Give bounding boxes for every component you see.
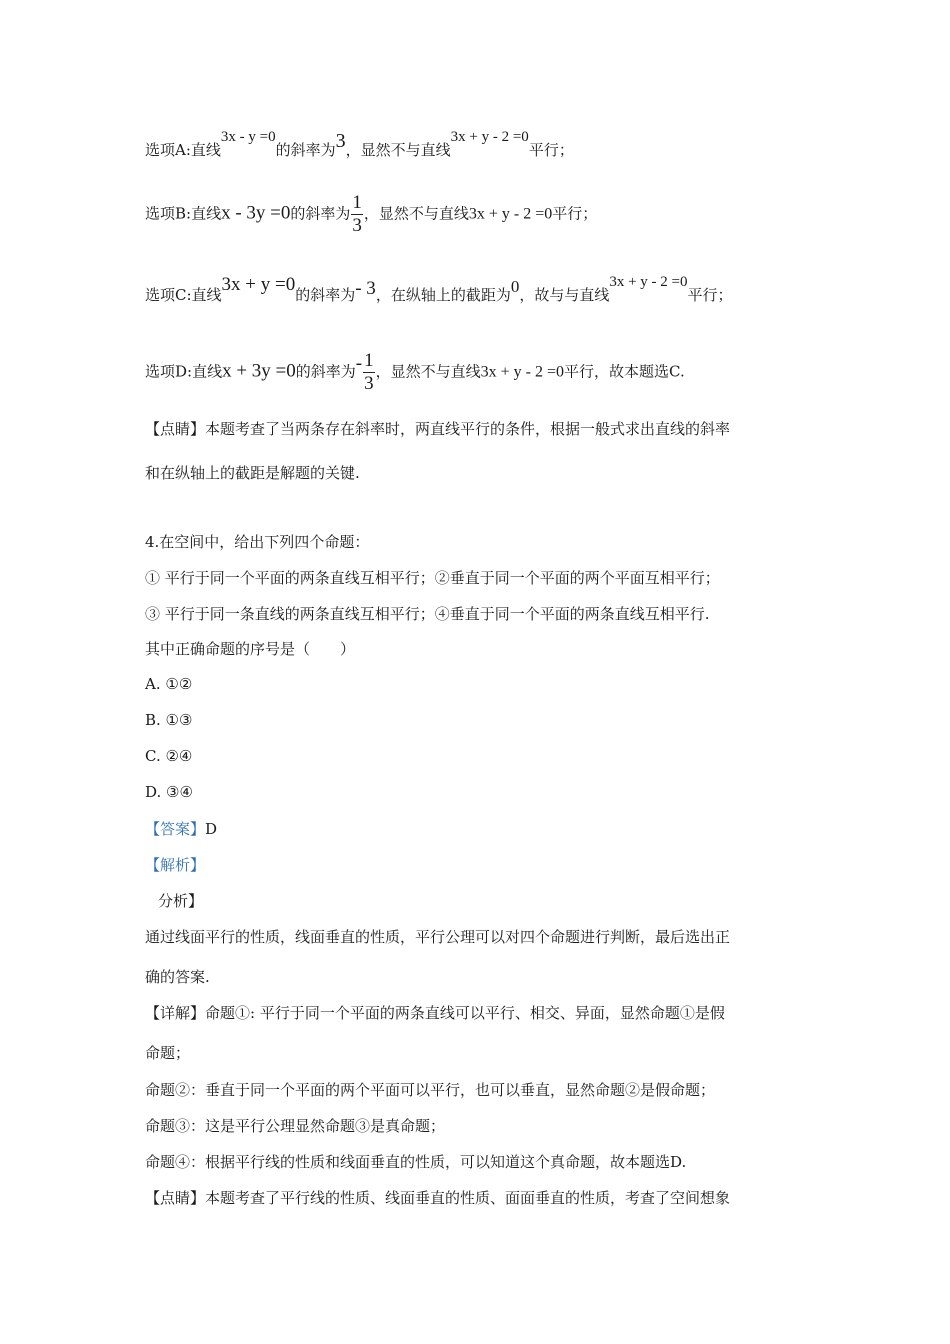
option-c-text3: ，故与与直线 [519,286,610,304]
answer-line [145,818,217,839]
fraction-denominator: 3 [352,215,362,236]
option-b-equation: x - 3y =0 [221,202,291,224]
fraction-denominator: 3 [364,373,374,394]
option-b-line [145,192,597,237]
option-b-text3: 平行； [552,204,598,223]
detail-line5: 命题④：根据平行线的性质和线面垂直的性质，可以知道这个真命题，故本题选D. [145,1153,687,1171]
choice-a: A. ①② [145,675,193,693]
analysis-subheading: 分析】 [158,892,204,910]
answer-tag: 【答案】 [145,820,206,838]
choice-c: C. ②④ [145,747,193,765]
option-d-line [145,350,685,395]
option-a-text1: 的斜率为 [275,141,336,159]
option-b-label: 选项B:直线 [145,204,222,223]
option-c-equation: 3x + y =0 [221,274,296,295]
question-4-propositions-line1: ① 平行于同一个平面的两条直线互相平行；②垂直于同一个平面的两个平面互相平行； [145,569,720,587]
analysis-line2: 确的答案. [145,968,210,986]
option-c-line [145,274,733,306]
analysis-tag: 【解析】 [145,856,206,874]
option-d-label: 选项D:直线 [145,362,223,381]
detail-line1: 【详解】命题①: 平行于同一个平面的两条直线可以平行、相交、异面，显然命题①是假 [145,1004,725,1022]
option-b-target-equation: 3x + y - 2 =0 [468,205,553,223]
comment-prev-line2: 和在纵轴上的截距是解题的关键. [145,464,360,482]
option-c-text1: 的斜率为 [295,286,356,304]
option-d-slope-fraction [363,350,375,395]
fraction-numerator: 1 [352,192,362,213]
option-c-slope: - 3 [355,278,376,299]
option-b-text1: 的斜率为 [290,204,351,223]
option-a-slope: 3 [335,130,346,152]
option-d-equation: x + 3y =0 [222,360,296,382]
option-c-target-equation: 3x + y - 2 =0 [609,274,688,290]
option-c-label: 选项C:直线 [145,286,222,304]
option-a-line [145,129,574,161]
option-a-text3: 平行； [528,141,574,159]
option-b-text2: ，显然不与直线 [363,204,469,223]
detail-line2: 命题； [145,1044,191,1062]
analysis-line1: 通过线面平行的性质，线面垂直的性质，平行公理可以对四个命题进行判断，最后选出正 [145,928,731,946]
option-d-text3: 平行，故本题选C. [564,362,685,381]
detail-line3: 命题②：垂直于同一个平面的两个平面可以平行，也可以垂直，显然命题②是假命题； [145,1081,716,1099]
option-d-minus-sign: - [355,352,363,374]
option-c-intercept: 0 [510,277,520,296]
question-4-stem: 4.在空间中，给出下列四个命题： [145,533,370,551]
choice-b: B. ①③ [145,711,193,729]
option-c-text2: ，在纵轴上的截距为 [375,286,511,304]
option-b-slope-fraction [351,192,363,237]
option-d-text2: ，显然不与直线 [375,362,481,381]
choice-d: D. ③④ [145,783,193,801]
comment-prev-line1: 【点睛】本题考查了当两条存在斜率时，两直线平行的条件，根据一般式求出直线的斜率 [145,420,731,438]
question-4-propositions-line2: ③ 平行于同一条直线的两条直线互相平行；④垂直于同一个平面的两条直线互相平行. [145,605,710,623]
detail-line4: 命题③：这是平行公理显然命题③是真命题； [145,1117,446,1135]
option-a-equation: 3x - y =0 [220,129,276,145]
option-a-text2: ，显然不与直线 [345,141,451,159]
comment-q4-line1: 【点睛】本题考查了平行线的性质、线面垂直的性质、面面垂直的性质，考查了空间想象 [145,1189,731,1207]
option-a-label: 选项A:直线 [145,141,221,159]
question-4-ask: 其中正确命题的序号是（ ） [145,640,356,658]
option-a-target-equation: 3x + y - 2 =0 [450,129,529,145]
fraction-numerator: 1 [364,350,374,371]
option-c-text4: 平行； [687,286,733,304]
option-d-text1: 的斜率为 [295,362,356,381]
option-d-target-equation: 3x + y - 2 =0 [480,363,565,381]
answer-value: D [205,820,218,838]
